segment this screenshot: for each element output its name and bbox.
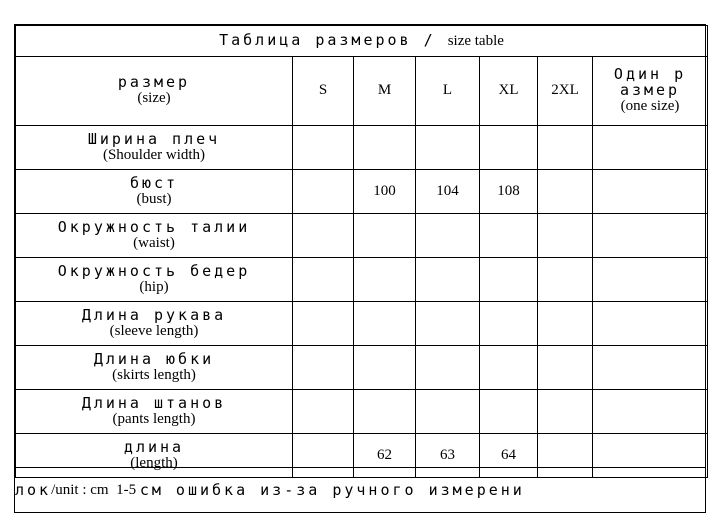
size-header-l: L bbox=[416, 57, 480, 126]
row-label bbox=[16, 170, 293, 214]
footer-note-part1: лок bbox=[15, 481, 52, 499]
header-row bbox=[16, 57, 708, 126]
table-cell bbox=[538, 390, 593, 434]
row-label-ru: Ширина плеч bbox=[87, 129, 221, 148]
table-cell bbox=[293, 390, 354, 434]
table-cell bbox=[293, 302, 354, 346]
table-cell bbox=[416, 346, 480, 390]
table-cell bbox=[293, 170, 354, 214]
size-header-xl: XL bbox=[480, 57, 538, 126]
table-cell bbox=[293, 126, 354, 170]
title-ru: Таблица размеров / bbox=[219, 30, 436, 49]
footer-note bbox=[15, 467, 705, 512]
row-label-en: (length) bbox=[130, 454, 178, 471]
table-cell bbox=[480, 302, 538, 346]
table-cell: 62 bbox=[354, 434, 416, 478]
row-label-ru: бюст bbox=[129, 173, 179, 192]
row-label bbox=[16, 346, 293, 390]
table-cell bbox=[416, 258, 480, 302]
row-label bbox=[16, 214, 293, 258]
table-row bbox=[16, 302, 708, 346]
table-cell bbox=[416, 302, 480, 346]
table-cell bbox=[538, 302, 593, 346]
table-cell bbox=[593, 346, 708, 390]
table-cell bbox=[593, 214, 708, 258]
table-cell bbox=[354, 126, 416, 170]
one-size-ru-line2: азмер bbox=[619, 81, 681, 100]
table-cell bbox=[354, 346, 416, 390]
row-label-en: (waist) bbox=[133, 234, 175, 251]
one-size-en: (one size) bbox=[620, 97, 680, 114]
table-cell bbox=[416, 126, 480, 170]
row-label-ru: Окружность талии bbox=[57, 217, 251, 236]
table-cell bbox=[354, 258, 416, 302]
table-cell bbox=[354, 214, 416, 258]
table-cell bbox=[480, 346, 538, 390]
row-label-en: (pants length) bbox=[112, 410, 196, 427]
size-header-one-size bbox=[593, 57, 708, 126]
table-cell bbox=[293, 214, 354, 258]
table-cell bbox=[593, 170, 708, 214]
row-label-ru: Длина рукава bbox=[81, 305, 227, 324]
row-label-en: (skirts length) bbox=[112, 366, 196, 383]
table-row bbox=[16, 126, 708, 170]
size-header-2xl: 2XL bbox=[538, 57, 593, 126]
table-cell bbox=[354, 302, 416, 346]
table-cell bbox=[354, 390, 416, 434]
table-cell bbox=[593, 390, 708, 434]
table-row bbox=[16, 214, 708, 258]
table-cell bbox=[416, 214, 480, 258]
table-cell bbox=[480, 390, 538, 434]
title-en: size table bbox=[447, 32, 504, 49]
table-cell bbox=[538, 346, 593, 390]
row-label-ru: длина bbox=[123, 437, 185, 456]
row-label-en: (sleeve length) bbox=[109, 322, 199, 339]
table-cell bbox=[538, 258, 593, 302]
size-chart bbox=[14, 24, 706, 513]
row-label bbox=[16, 126, 293, 170]
table-cell bbox=[480, 258, 538, 302]
table-cell bbox=[538, 126, 593, 170]
table-cell bbox=[480, 214, 538, 258]
table-row bbox=[16, 170, 708, 214]
table-title bbox=[16, 26, 708, 57]
table-row bbox=[16, 258, 708, 302]
row-label bbox=[16, 258, 293, 302]
table-row bbox=[16, 390, 708, 434]
table-cell: 108 bbox=[480, 170, 538, 214]
row-label-ru: Длина юбки bbox=[93, 349, 215, 368]
row-label-en: (Shoulder width) bbox=[102, 146, 206, 163]
table-cell bbox=[593, 258, 708, 302]
row-label-ru: Окружность бедер bbox=[57, 261, 251, 280]
row-label bbox=[16, 302, 293, 346]
table-cell bbox=[593, 302, 708, 346]
header-size-label bbox=[16, 57, 293, 126]
table-cell: 64 bbox=[480, 434, 538, 478]
header-size-label-ru: размер bbox=[117, 73, 191, 92]
row-label-ru: Длина штанов bbox=[81, 393, 227, 412]
table-row bbox=[16, 346, 708, 390]
table-cell bbox=[293, 258, 354, 302]
header-size-label-en: (size) bbox=[137, 90, 171, 106]
table-cell bbox=[593, 126, 708, 170]
table-cell: 63 bbox=[416, 434, 480, 478]
size-header-s: S bbox=[293, 57, 354, 126]
one-size-ru-line1: Один р bbox=[613, 65, 687, 84]
table-cell bbox=[480, 126, 538, 170]
table-cell bbox=[416, 390, 480, 434]
table-cell: 100 bbox=[354, 170, 416, 214]
row-label bbox=[16, 390, 293, 434]
table-cell bbox=[538, 170, 593, 214]
footer-note-part3: см ошибка из-за ручного измерени bbox=[139, 481, 525, 499]
footer-note-part2: /unit : cm 1-5 bbox=[51, 481, 140, 498]
table-cell bbox=[538, 214, 593, 258]
table-cell: 104 bbox=[416, 170, 480, 214]
size-table bbox=[15, 25, 708, 478]
row-label-en: (hip) bbox=[139, 278, 169, 295]
row-label-en: (bust) bbox=[136, 190, 172, 207]
table-cell bbox=[293, 346, 354, 390]
size-header-m: M bbox=[354, 57, 416, 126]
